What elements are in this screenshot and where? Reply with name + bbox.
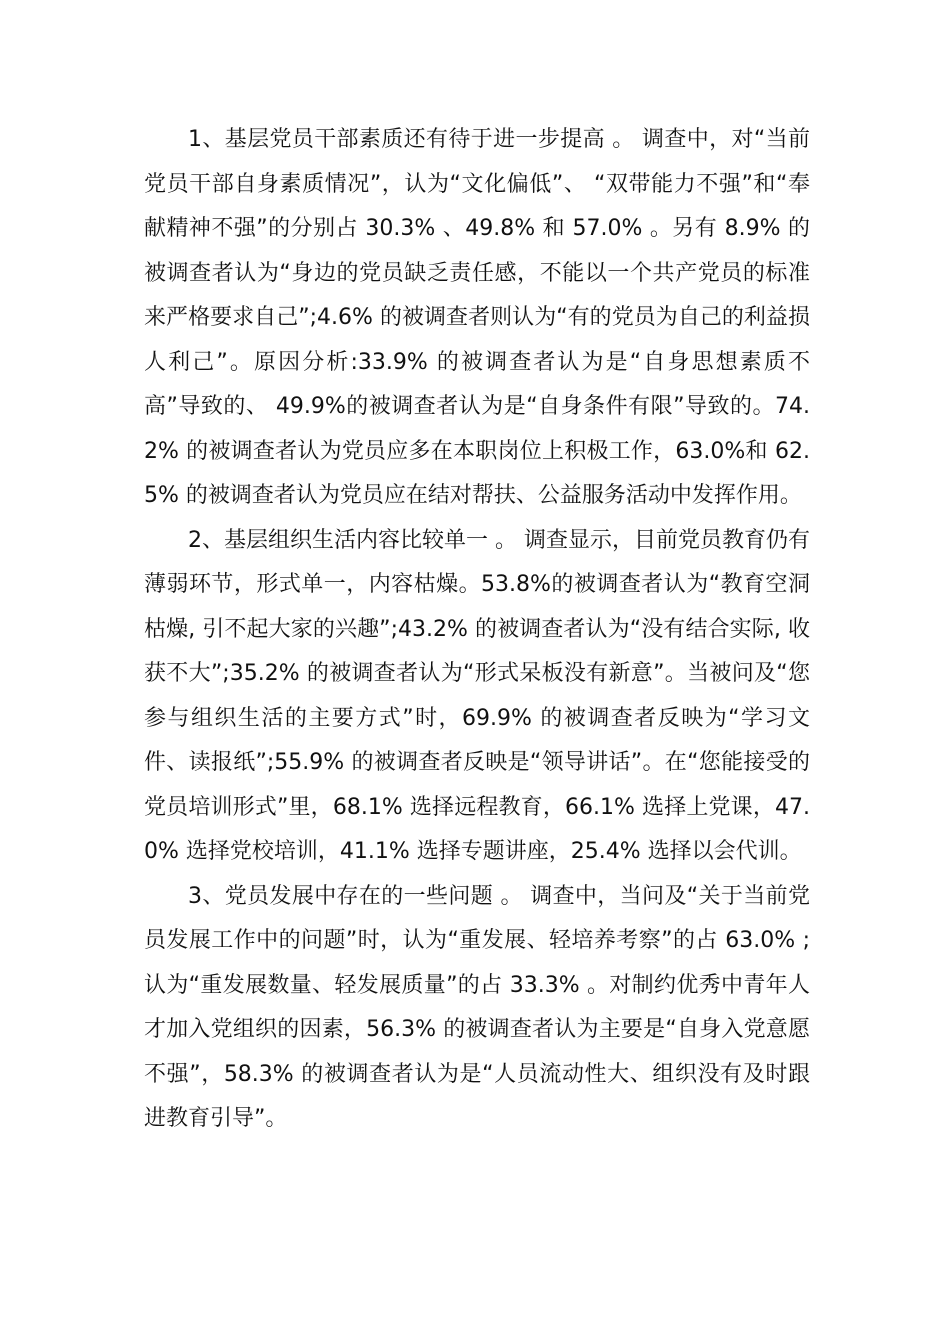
document-body (144, 118, 810, 1142)
paragraph-party-member-quality: 1、基层党员干部素质还有待于进一步提高 。 调查中，对“当前党员干部自身素质情况”，认为“文化偏低”、 “双带能力不强”和“奉献精神不强”的分别占 30.3% 、49.8% 和 57.0% 。另有 8.9% 的被调查者认为“身边的党员缺乏责任感，不能以一个共产党员的标准来严格要求自己”;4.6% 的被调查者则认为“有的党员为自己的利益损人利己”。原因分析:33.9% 的被调查者认为是“自身思想素质不高”导致的、 49.9%的被调查者认为是“自身条件有限”导致的。74.2% 的被调查者认为党员应多在本职岗位上积极工作，63.0%和 62.5% 的被调查者认为党员应在结对帮扶、公益服务活动中发挥作用。 (144, 127, 810, 508)
paragraph-member-development: 3、党员发展中存在的一些问题 。 调查中，当问及“关于当前党员发展工作中的问题”时，认为“重发展、轻培养考察”的占 63.0% ;认为“重发展数量、轻发展质量”的占 33.3% 。对制约优秀中青年人才加入党组织的因素，56.3% 的被调查者认为主要是“自身入党意愿不强”，58.3% 的被调查者认为是“人员流动性大、组织没有及时跟进教育引导”。 (144, 883, 810, 1131)
paragraph-organization-life: 2、基层组织生活内容比较单一 。 调查显示，目前党员教育仍有薄弱环节，形式单一，内容枯燥。53.8%的被调查者认为“教育空洞枯燥, 引不起大家的兴趣”;43.2% 的被调查者认为“没有结合实际, 收获不大”;35.2% 的被调查者认为“形式呆板没有新意”。当被问及“您参与组织生活的主要方式”时，69.9% 的被调查者反映为“学习文件、读报纸”;55.9% 的被调查者反映是“领导讲话”。在“您能接受的党员培训形式”里，68.1% 选择远程教育，66.1% 选择上党课，47.0% 选择党校培训，41.1% 选择专题讲座，25.4% 选择以会代训。 (144, 527, 810, 864)
